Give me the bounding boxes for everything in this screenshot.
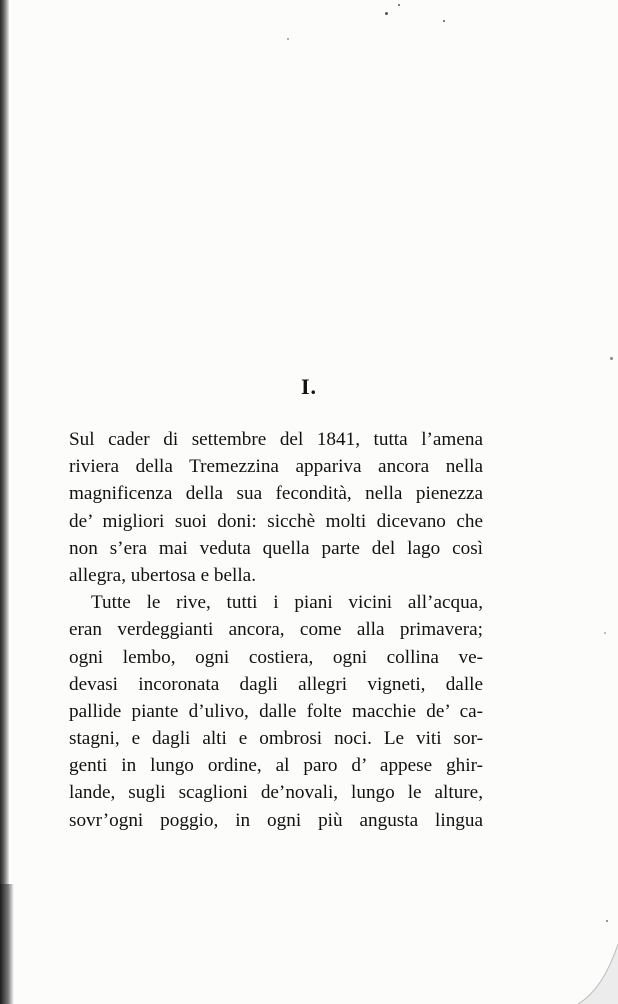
text-line: lande, sugli scaglioni de’novali, lungo le alture, — [69, 782, 483, 804]
text-line: non s’era mai veduta quella parte del lago così — [69, 537, 483, 559]
text-line: Tutte le rive, tutti i piani vicini all’acqua, — [91, 592, 483, 614]
paper-speck — [398, 4, 400, 6]
paper-speck — [606, 920, 608, 922]
paper-speck — [443, 20, 445, 22]
text-line: devasi incoronata dagli allegri vigneti, dalle — [69, 673, 483, 695]
paper-speck — [287, 38, 289, 40]
paper-speck — [610, 357, 613, 360]
paper-speck — [604, 632, 606, 634]
text-line: ogni lembo, ogni costiera, ogni collina ve- — [69, 646, 483, 668]
text-line: magnificenza della sua fecondità, nella pienezza — [69, 483, 483, 505]
text-line: Sul cader di settembre del 1841, tutta l’amena — [69, 429, 483, 450]
text-line: eran verdeggianti ancora, come alla primavera; — [69, 619, 483, 641]
body-text — [69, 426, 483, 834]
page-corner-curl — [578, 944, 618, 1004]
page-binding-edge — [0, 0, 9, 1004]
chapter-heading: I. — [300, 374, 318, 399]
page-edge-shadow — [0, 884, 14, 1004]
text-line: de’ migliori suoi doni: sicchè molti dicevano che — [69, 510, 483, 532]
text-line: riviera della Tremezzina appariva ancora nella — [69, 456, 483, 478]
text-line: pallide piante d’ulivo, dalle folte macchie de’ ca- — [69, 700, 483, 722]
text-line: sovr’ogni poggio, in ogni più angusta lingua — [69, 809, 483, 831]
text-line: stagni, e dagli alti e ombrosi noci. Le viti sor- — [69, 728, 483, 750]
text-line: genti in lungo ordine, al paro d’ appese ghir- — [69, 755, 483, 777]
text-line: allegra, ubertosa e bella. — [69, 564, 256, 586]
paper-speck — [385, 12, 388, 15]
